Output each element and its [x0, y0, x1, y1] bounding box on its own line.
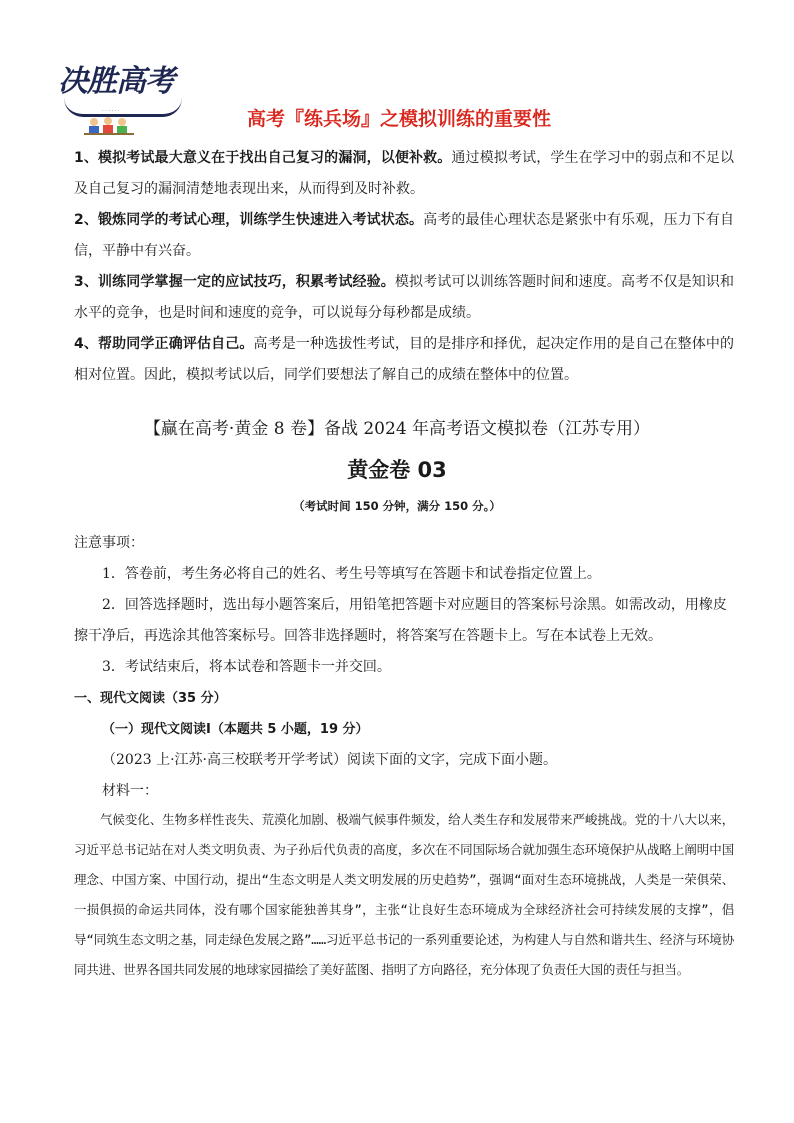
- intro-section: [74, 143, 734, 391]
- exam-header: 【赢在高考·黄金 8 卷】备战 2024 年高考语文模拟卷（江苏专用）: [143, 419, 651, 439]
- intro-point-text: 模拟考试可以训练答题时间和速度。高考不仅是知识和水平的竞争，也是时间和速度的竞争，可以说每分每秒都是成绩。: [74, 274, 734, 321]
- note-item: 1．答卷前，考生务必将自己的姓名、考生号等填写在答题卡和试卷指定位置上。: [102, 566, 601, 582]
- note-item: 2．回答选择题时，选出每小题答案后，用铅笔把答题卡对应题目的答案标号涂黑。如需改动，用橡皮擦干净后，再选涂其他答案标号。回答非选择题时，将答案写在答题卡上。写在本试卷上无效。: [74, 597, 727, 644]
- page-title: 高考『练兵场』之模拟训练的重要性: [246, 108, 551, 130]
- exam-title: 黄金卷 03: [347, 458, 447, 482]
- note-item: 3．考试结束后，将本试卷和答题卡一并交回。: [102, 659, 391, 675]
- intro-point-lead: 4、帮助同学正确评估自己。: [74, 336, 254, 352]
- notes-heading: 注意事项：: [74, 535, 144, 551]
- intro-point: [74, 267, 734, 329]
- logo-subtitle: · · · · · ·: [102, 108, 120, 114]
- section-subtitle: （一）现代文阅读Ⅰ（本题共 5 小题，19 分）: [102, 722, 369, 737]
- section-source: （2023 上·江苏·高三校联考开学考试）阅读下面的文字，完成下面小题。: [102, 752, 557, 768]
- material-label: 材料一：: [102, 783, 158, 799]
- intro-point-text: 高考的最佳心理状态是紧张中有乐观，压力下有自信，平静中有兴奋。: [74, 212, 734, 259]
- intro-point-lead: 3、训练同学掌握一定的应试技巧，积累考试经验。: [74, 274, 395, 290]
- intro-point-text: 高考是一种选拔性考试，目的是排序和择优，起决定作用的是自己在整体中的相对位置。因此，模拟考试以后，同学们要想法了解自己的成绩在整体中的位置。: [74, 336, 734, 383]
- intro-point-text: 通过模拟考试，学生在学习中的弱点和不足以及自己复习的漏洞清楚地表现出来，从而得到及时补救。: [74, 150, 735, 197]
- intro-point: [74, 329, 734, 391]
- intro-point-lead: 2、锻炼同学的考试心理，训练学生快速进入考试状态。: [74, 212, 424, 228]
- notes-section: [74, 528, 734, 807]
- material-text: 气候变化、生物多样性丧失、荒漠化加剧、极端气候事件频发，给人类生存和发展带来严峻挑战。党的十八大以来，习近平总书记站在对人类文明负责、为子孙后代负责的高度，多次在不同国际场合就加强生态环境保护从战略上阐明中国理念、中国方案、中国行动，提出“生态文明是人类文明发展的历史趋势”，强调“面对生态环境挑战，人类是一荣俱荣、一损俱损的命运共同体，没有哪个国家能独善其身”，主张“让良好生态环境成为全球经济社会可持续发展的支撑”，倡导“同筑生态文明之基，同走绿色发展之路”……习近平总书记的一系列重要论述，为构建人与自然和谐共生、经济与环境协同共进、世界各国共同发展的地球家园描绘了美好蓝图、指明了方向路径，充分体现了负责任大国的责任与担当。: [74, 812, 734, 977]
- intro-point-lead: 1、模拟考试最大意义在于找出自己复习的漏洞，以便补救。: [74, 150, 452, 166]
- section-title: 一、现代文阅读（35 分）: [74, 691, 227, 706]
- logo-text: 决胜高考: [58, 64, 174, 99]
- intro-point: [74, 143, 734, 205]
- intro-point: [74, 205, 734, 267]
- exam-time: （考试时间 150 分钟，满分 150 分。）: [293, 499, 501, 513]
